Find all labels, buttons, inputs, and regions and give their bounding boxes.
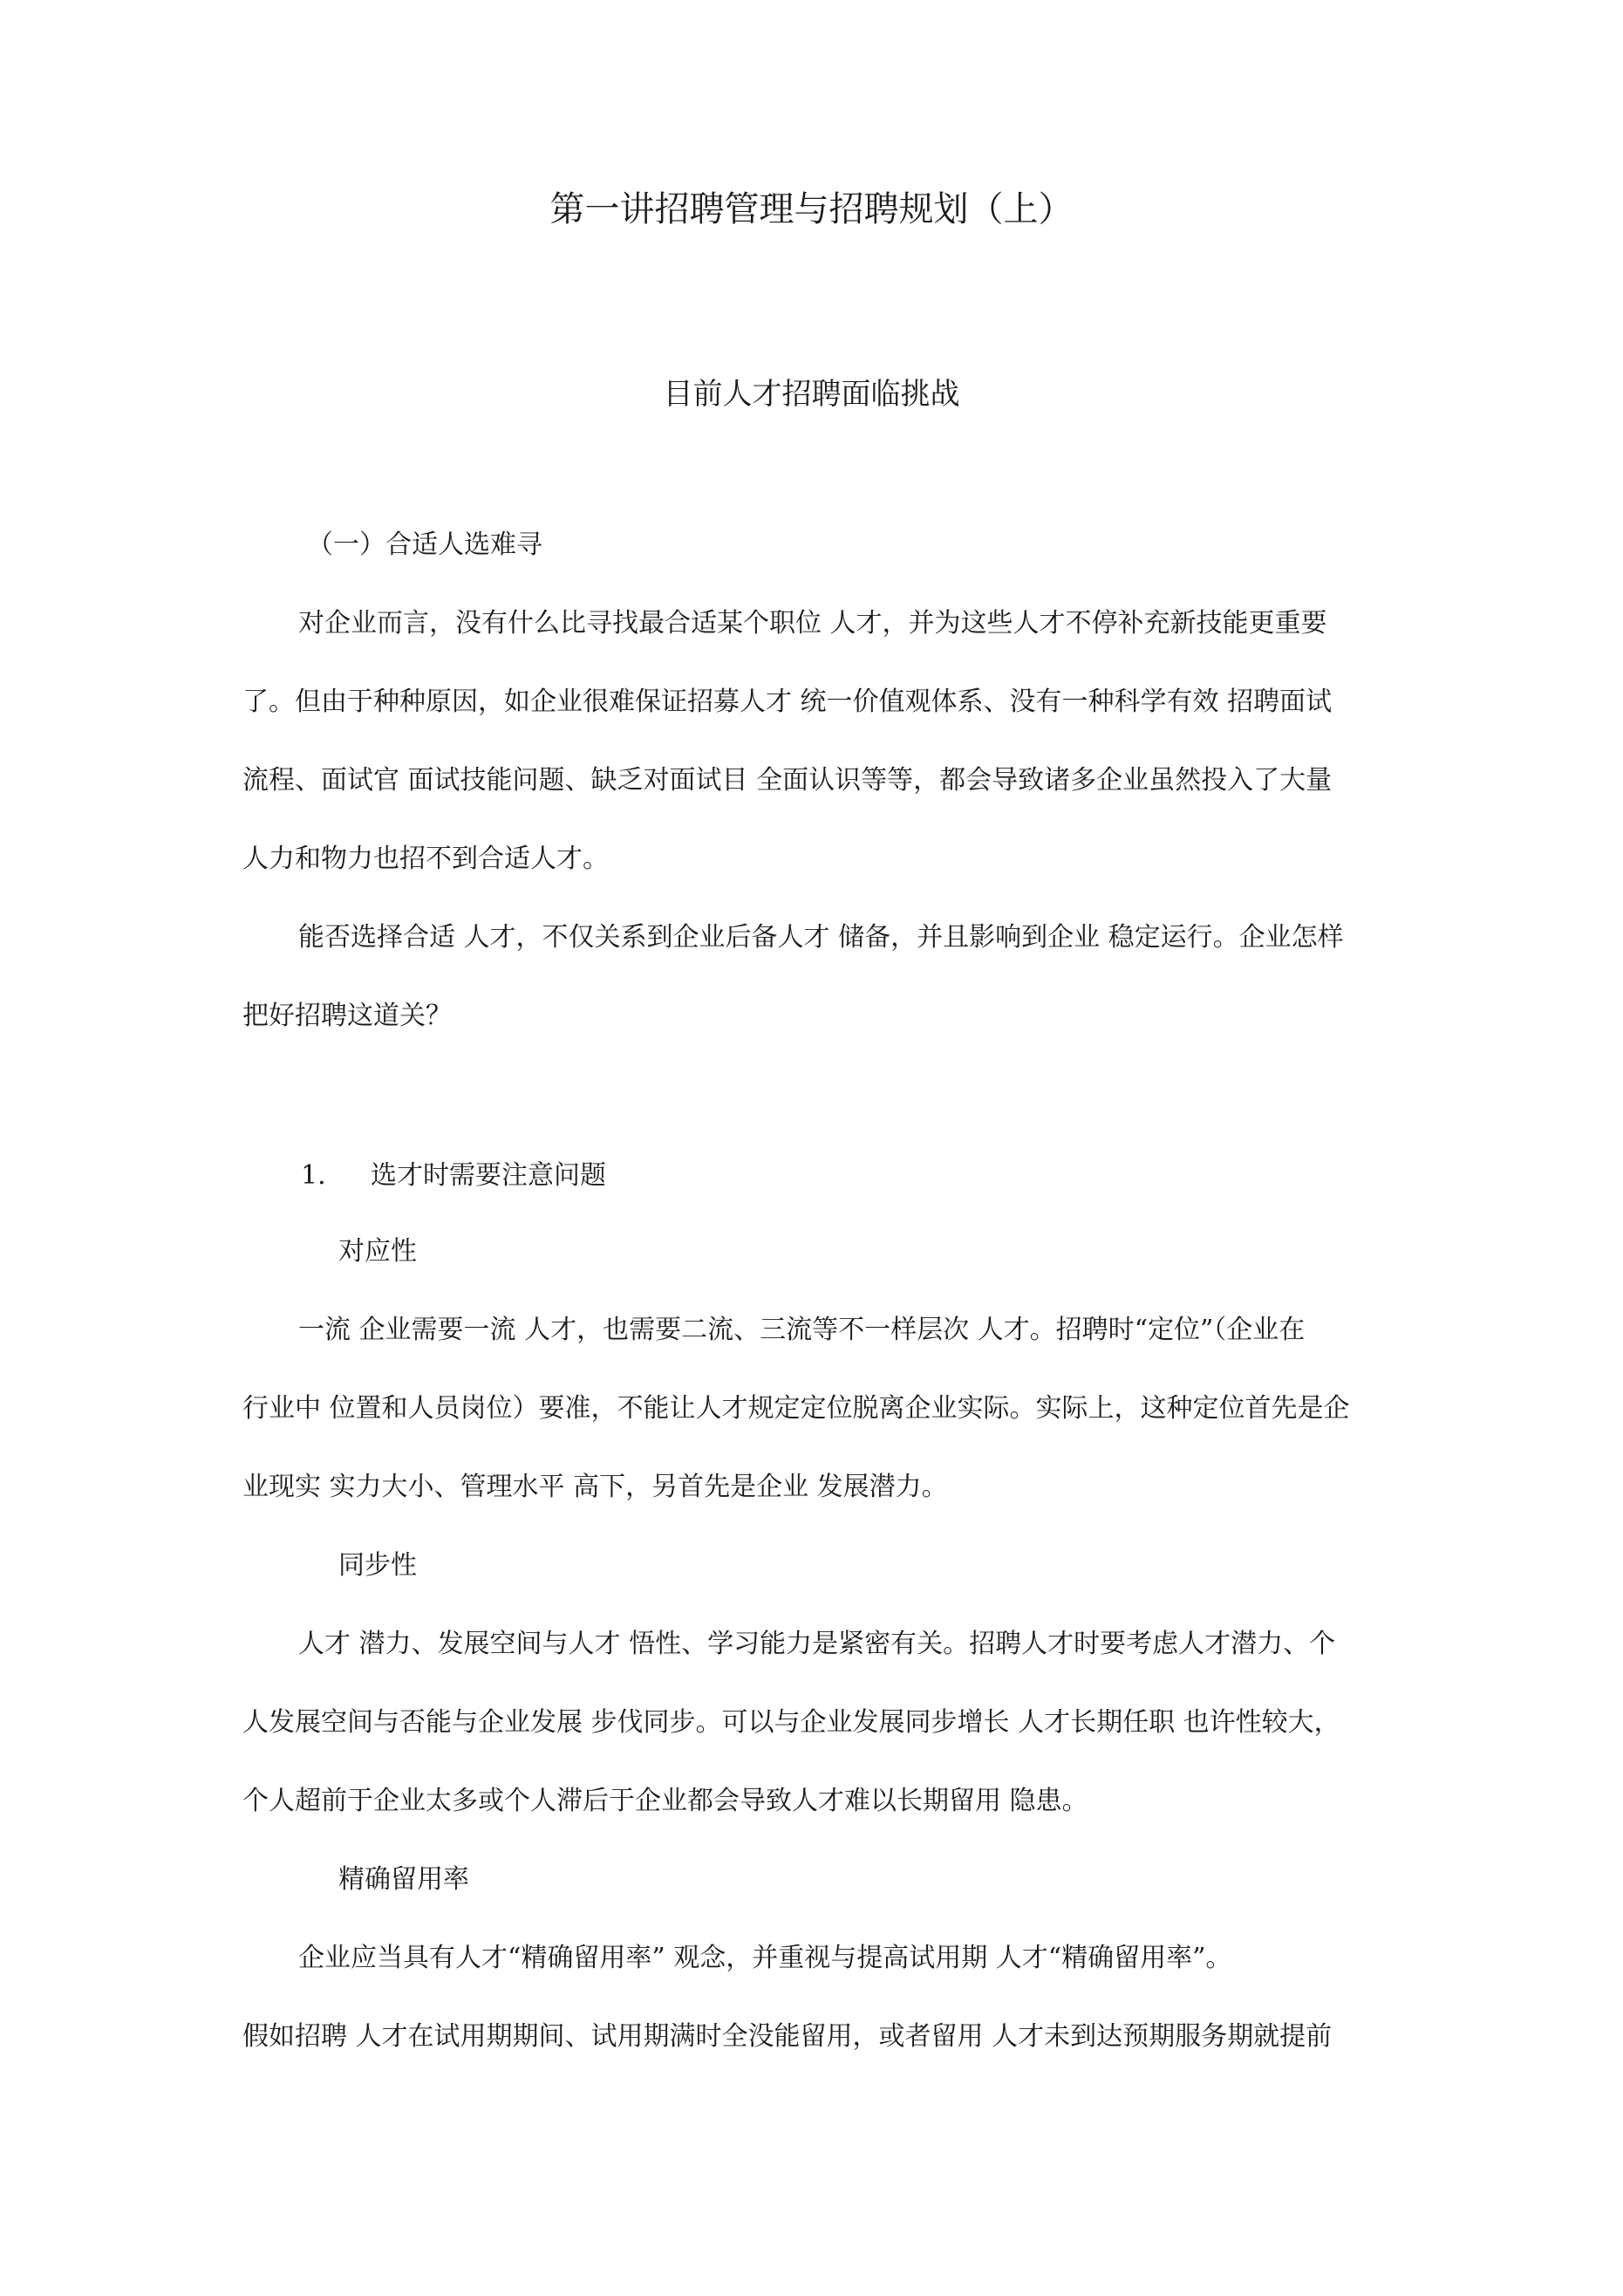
section-heading-1: （一）合适人选难寻 bbox=[307, 530, 542, 560]
paragraph-line: 人发展空间与否能与企业发展 步伐同步。可以与企业发展同步增长 人才长期任职 也许性较大， bbox=[242, 1707, 1340, 1738]
document-title: 第一讲招聘管理与招聘规划（上） bbox=[549, 189, 1074, 229]
paragraph-line: 了。但由于种种原因，如企业很难保证招募人才 统一价值观体系、没有一种科学有效 招聘面试 bbox=[242, 687, 1333, 717]
subheading-retention: 精确留用率 bbox=[338, 1864, 469, 1895]
paragraph-line: 人力和物力也招不到合适人才。 bbox=[242, 844, 609, 874]
subheading-correspondence: 对应性 bbox=[338, 1236, 417, 1267]
paragraph-line: 人才 潜力、发展空间与人才 悟性、学习能力是紧密有关。招聘人才时要考虑人才潜力、个 bbox=[298, 1629, 1336, 1659]
list-item-text: 选才时需要注意问题 bbox=[371, 1160, 606, 1191]
paragraph-line: 假如招聘 人才在试用期期间、试用期满时全没能留用，或者留用 人才未到达预期服务期就提前 bbox=[242, 2021, 1333, 2052]
paragraph-line: 把好招聘这道关？ bbox=[242, 1001, 452, 1031]
paragraph-line: 对企业而言，没有什么比寻找最合适某个职位 人才，并为这些人才不停补充新技能更重要 bbox=[298, 608, 1327, 639]
paragraph-line: 个人超前于企业太多或个人滞后于企业都会导致人才难以长期留用 隐患。 bbox=[242, 1786, 1088, 1816]
paragraph-line: 业现实 实力大小、管理水平 高下，另首先是企业 发展潜力。 bbox=[242, 1472, 948, 1502]
paragraph-line: 流程、面试官 面试技能问题、缺乏对面试目 全面认识等等，都会导致诸多企业虽然投入了大量 bbox=[242, 765, 1333, 796]
paragraph-line: 一流 企业需要一流 人才，也需要二流、三流等不一样层次 人才。招聘时“定位”（企业在 bbox=[298, 1315, 1306, 1345]
paragraph-line: 企业应当具有人才“精确留用率” 观念，并重视与提高试用期 人才“精确留用率”。 bbox=[298, 1943, 1232, 1973]
paragraph-line: 能否选择合适 人才，不仅关系到企业后备人才 储备，并且影响到企业 稳定运行。企业怎样 bbox=[298, 922, 1344, 953]
document-subtitle: 目前人才招聘面临挑战 bbox=[663, 377, 960, 412]
paragraph-line: 行业中 位置和人员岗位）要准，不能让人才规定定位脱离企业实际。实际上，这种定位首先是企 bbox=[242, 1393, 1350, 1424]
subheading-sync: 同步性 bbox=[338, 1550, 417, 1581]
list-item-number: 1. bbox=[301, 1160, 326, 1191]
